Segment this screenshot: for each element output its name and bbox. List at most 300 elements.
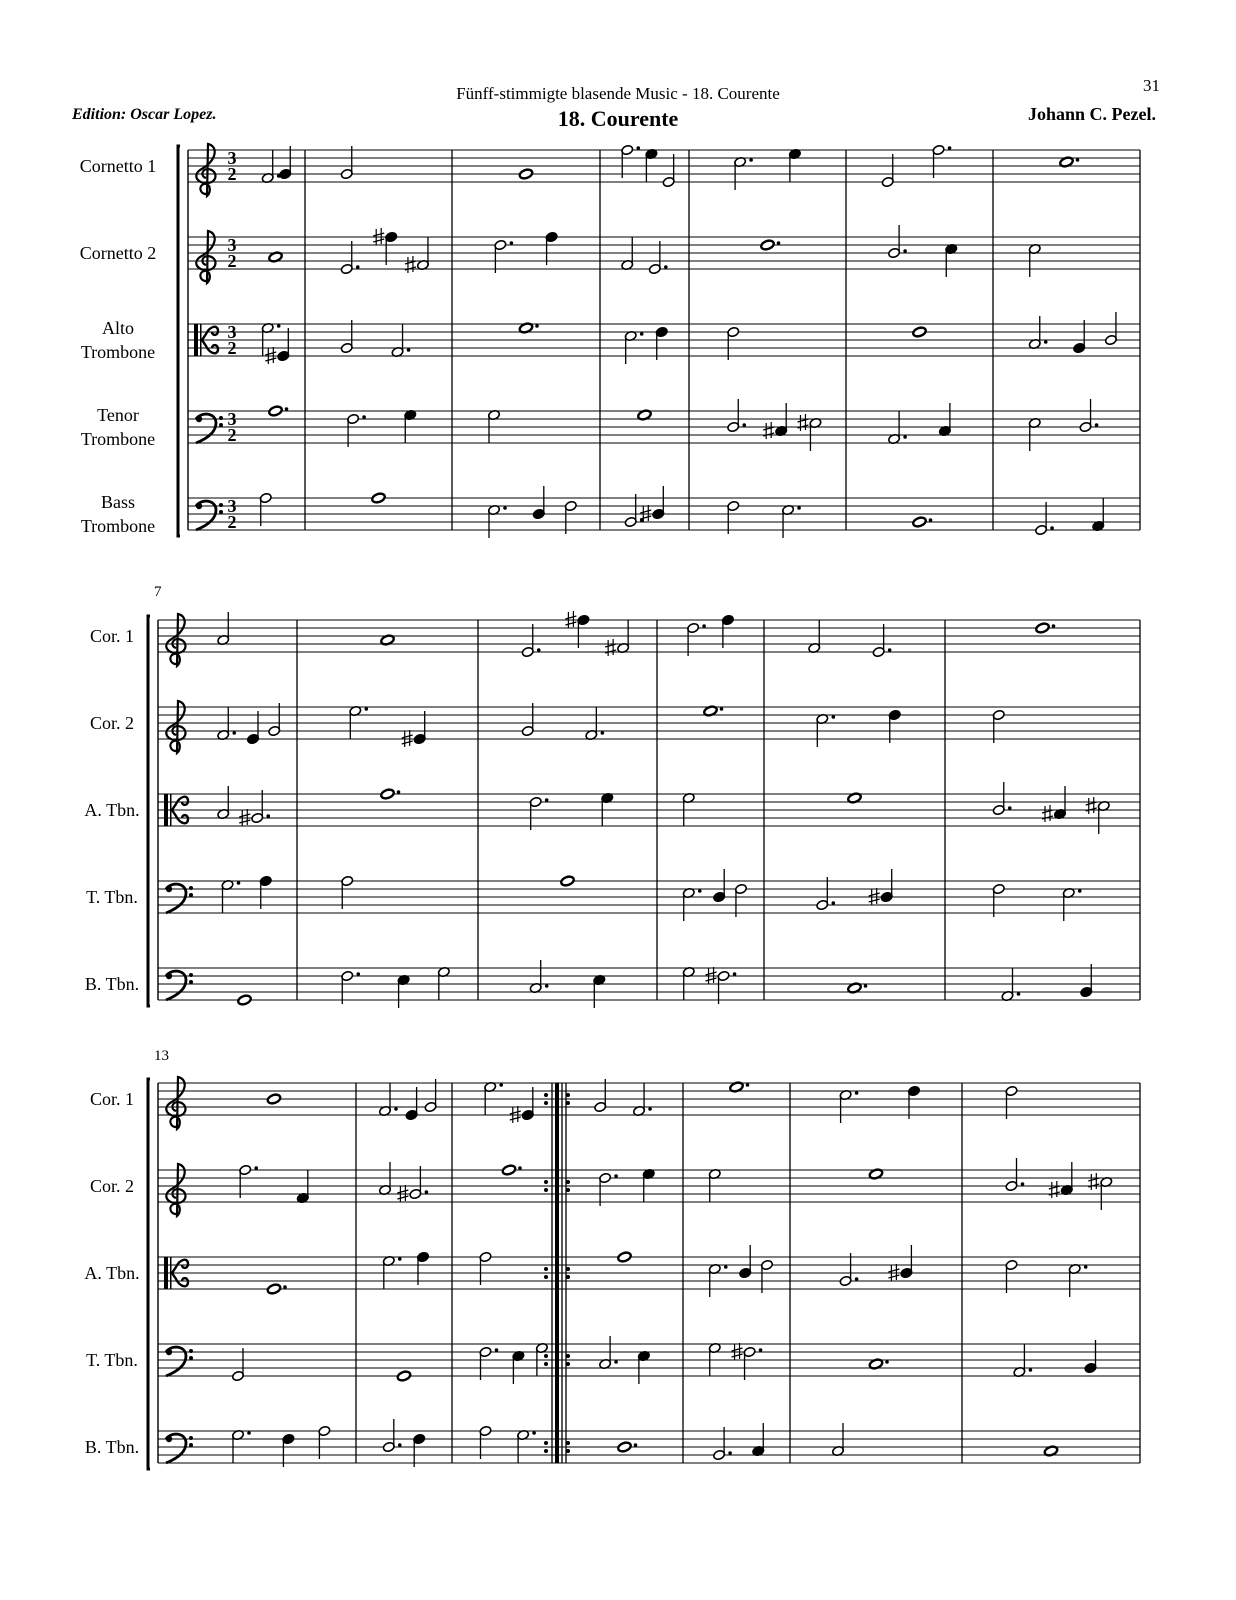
page-number: 31: [1143, 76, 1160, 95]
note: [739, 1245, 752, 1279]
note: [349, 705, 368, 739]
augmentation-dot: [247, 1431, 251, 1435]
staff: [188, 312, 1140, 364]
alto-clef-icon: [164, 1257, 168, 1289]
augmentation-dot: [1084, 1265, 1088, 1269]
time-signature-bottom: 2: [227, 251, 237, 271]
staff: [188, 225, 1140, 283]
note: [682, 966, 695, 1000]
note: [655, 326, 668, 360]
alto-clef-bar: [170, 794, 172, 826]
note: [706, 967, 737, 1004]
repeat-dot: [566, 1449, 570, 1453]
time-signature-top: 3: [227, 235, 237, 255]
note: [648, 241, 667, 275]
note: [908, 1085, 921, 1119]
notehead: [268, 405, 283, 417]
repeat-dot: [566, 1180, 570, 1184]
augmentation-dot: [855, 1091, 859, 1095]
augmentation-dot: [948, 146, 952, 150]
note: [373, 228, 397, 265]
augmentation-dot: [277, 324, 281, 328]
bass-clef-dot: [219, 423, 223, 427]
notehead: [760, 239, 775, 251]
augmentation-dot: [733, 972, 737, 976]
augmentation-dot: [1017, 992, 1021, 996]
augmentation-dot: [532, 1431, 536, 1435]
augmentation-dot: [283, 1285, 287, 1289]
note: [404, 409, 417, 443]
system-2: [84, 584, 1140, 1008]
sharp-icon: [1088, 1173, 1099, 1190]
augmentation-dot: [1076, 158, 1080, 162]
repeat-dot: [544, 1180, 548, 1184]
note: [1028, 316, 1047, 350]
notehead: [617, 1441, 632, 1453]
augmentation-dot: [634, 1443, 638, 1447]
alto-clef-icon: [164, 794, 168, 826]
augmentation-dot: [636, 146, 640, 150]
note: [708, 1342, 721, 1376]
augmentation-dot: [702, 624, 706, 628]
bass-clef-dot: [189, 1443, 193, 1447]
alto-clef-bar: [170, 1257, 172, 1289]
note: [382, 1255, 401, 1289]
note: [217, 786, 230, 820]
note: [564, 500, 577, 534]
note: [239, 790, 270, 826]
augmentation-dot: [648, 1107, 652, 1111]
bass-clef-dot: [189, 1436, 193, 1440]
piece-title: 18. Courente: [557, 106, 679, 131]
note: [479, 1425, 492, 1459]
note: [727, 500, 740, 534]
note: [279, 146, 292, 180]
time-signature-bottom: 2: [227, 512, 237, 532]
augmentation-dot: [797, 506, 801, 510]
note: [560, 875, 575, 887]
bass-clef-dot: [189, 893, 193, 897]
note: [1005, 1259, 1018, 1293]
instrument-label: Cor. 1: [89, 626, 135, 646]
note: [1042, 786, 1066, 822]
augmentation-dot: [397, 790, 401, 794]
note: [479, 1251, 492, 1285]
note: [1013, 1344, 1032, 1378]
note: [247, 711, 260, 745]
augmentation-dot: [545, 798, 549, 802]
note: [601, 792, 614, 826]
note: [282, 1433, 295, 1467]
augmentation-dot: [365, 707, 369, 711]
augmentation-dot: [1050, 526, 1054, 530]
note: [1035, 502, 1054, 536]
repeat-dot: [544, 1093, 548, 1097]
note: [318, 1425, 331, 1459]
instrument-label: T. Tbn.: [86, 887, 138, 907]
note: [217, 612, 230, 646]
repeat-dot: [544, 1362, 548, 1366]
note: [593, 974, 606, 1008]
staff: [158, 611, 1140, 666]
note: [642, 1168, 655, 1202]
augmentation-dot: [362, 415, 366, 419]
augmentation-dot: [903, 435, 907, 439]
note: [945, 243, 958, 277]
note: [594, 1079, 607, 1113]
system-1: [80, 144, 1140, 538]
notehead: [502, 1164, 517, 1176]
repeat-dot: [566, 1275, 570, 1279]
augmentation-dot: [864, 984, 868, 988]
system-bracket: [148, 616, 150, 1006]
note: [341, 875, 354, 909]
note: [624, 330, 643, 364]
note: [832, 1423, 845, 1457]
note: [708, 1263, 727, 1297]
augmentation-dot: [510, 241, 514, 245]
augmentation-dot: [237, 881, 241, 885]
notehead: [267, 1283, 282, 1295]
note: [621, 237, 634, 271]
note: [1062, 887, 1081, 921]
repeat-dot: [566, 1093, 570, 1097]
instrument-label: Cornetto 1: [79, 156, 157, 176]
instrument-label: B. Tbn.: [84, 1437, 140, 1457]
repeat-dot: [566, 1267, 570, 1271]
note: [872, 624, 891, 658]
note: [397, 1370, 412, 1382]
note: [808, 620, 821, 654]
note: [869, 869, 893, 905]
augmentation-dot: [664, 265, 668, 269]
instrument-label: Trombone: [80, 342, 156, 362]
measure-number: 7: [154, 584, 162, 600]
note: [1079, 399, 1098, 433]
note: [938, 403, 951, 437]
instrument-label: Trombone: [80, 429, 156, 449]
note: [488, 409, 501, 443]
augmentation-dot: [1078, 889, 1082, 893]
augmentation-dot: [724, 1265, 728, 1269]
note: [529, 796, 548, 830]
augmentation-dot: [749, 158, 753, 162]
note: [599, 1336, 618, 1370]
augmentation-dot: [535, 324, 539, 328]
note: [912, 326, 927, 338]
note: [605, 620, 629, 656]
note: [397, 1166, 428, 1202]
note: [521, 624, 540, 658]
note: [379, 1083, 398, 1117]
note: [932, 144, 951, 178]
note: [687, 622, 706, 656]
note: [221, 879, 240, 913]
augmentation-dot: [398, 1257, 402, 1261]
augmentation-dot: [832, 901, 836, 905]
notehead: [380, 788, 395, 800]
edition-credit: Edition: Oscar Lopez.: [72, 106, 217, 123]
repeat-dot: [566, 1188, 570, 1192]
note: [816, 877, 835, 911]
note: [839, 1253, 858, 1287]
note: [1005, 1158, 1024, 1192]
sharp-icon: [1086, 797, 1097, 814]
measure-number: 13: [154, 1048, 169, 1064]
note: [1068, 1263, 1087, 1297]
note: [261, 322, 280, 356]
note: [992, 883, 1005, 917]
system-bracket: [148, 1079, 150, 1469]
treble-clef-icon: [196, 231, 215, 283]
time-signature-top: 3: [227, 148, 237, 168]
staff: [158, 960, 1140, 1008]
note: [1084, 1340, 1097, 1374]
note: [788, 148, 801, 182]
note: [797, 414, 821, 451]
augmentation-dot: [614, 1360, 618, 1364]
staff: [158, 1336, 1140, 1384]
note: [397, 974, 410, 1008]
repeat-dot: [566, 1101, 570, 1105]
note: [839, 1089, 858, 1123]
time-signature-bottom: 2: [227, 164, 237, 184]
sharp-icon: [1042, 805, 1053, 822]
system-3: [84, 1048, 1140, 1469]
notehead: [1035, 622, 1050, 634]
note: [237, 994, 252, 1006]
note: [510, 1087, 534, 1123]
staff: [188, 399, 1140, 451]
note: [232, 1429, 251, 1463]
instrument-label: Cor. 2: [89, 713, 135, 733]
note: [532, 486, 545, 520]
augmentation-dot: [1029, 1368, 1033, 1372]
note: [624, 494, 643, 528]
repeat-dot: [566, 1362, 570, 1366]
augmentation-dot: [601, 731, 605, 735]
bass-clef-dot: [166, 973, 172, 979]
staff: [158, 1419, 1140, 1467]
bass-clef-dot: [189, 973, 193, 977]
augmentation-dot: [640, 332, 644, 336]
note: [1028, 417, 1041, 451]
augmentation-dot: [425, 1190, 429, 1194]
note: [521, 703, 534, 737]
note: [727, 326, 740, 360]
notehead: [560, 875, 575, 887]
bass-clef-dot: [219, 510, 223, 514]
staff: [158, 869, 1140, 921]
augmentation-dot: [266, 814, 270, 818]
treble-clef-icon: [166, 1077, 185, 1129]
sharp-icon: [1049, 1181, 1060, 1198]
augmentation-dot: [929, 518, 933, 522]
running-title: Fünff-stimmigte blasende Music - 18. Courente: [456, 84, 780, 103]
sharp-icon: [605, 639, 616, 656]
note: [713, 1427, 732, 1461]
note: [340, 241, 359, 275]
repeat-dot: [544, 1101, 548, 1105]
note: [268, 703, 281, 737]
note: [721, 614, 734, 648]
augmentation-dot: [356, 972, 360, 976]
note: [261, 150, 280, 184]
instrument-label: A. Tbn.: [84, 800, 140, 820]
note: [1080, 964, 1093, 998]
note: [888, 225, 907, 259]
note: [734, 156, 753, 190]
augmentation-dot: [1008, 806, 1012, 810]
note: [259, 492, 272, 526]
time-signature-bottom: 2: [227, 425, 237, 445]
note: [585, 707, 604, 741]
note: [217, 707, 236, 741]
instrument-label: T. Tbn.: [86, 1350, 138, 1370]
staff: [158, 782, 1140, 834]
system-bracket: [178, 146, 180, 536]
note: [437, 966, 450, 1000]
augmentation-dot: [407, 348, 411, 352]
bass-clef-dot: [189, 980, 193, 984]
sharp-icon: [797, 414, 808, 431]
time-signature-bottom: 2: [227, 338, 237, 358]
repeat-dot: [544, 1449, 548, 1453]
augmentation-dot: [1044, 340, 1048, 344]
instrument-label: A. Tbn.: [84, 1263, 140, 1283]
augmentation-dot: [545, 984, 549, 988]
note: [992, 709, 1005, 743]
treble-clef-icon: [196, 144, 215, 196]
note: [727, 399, 746, 433]
note: [405, 237, 429, 273]
treble-clef-icon: [166, 701, 185, 753]
note: [1001, 968, 1020, 1002]
augmentation-dot: [746, 1083, 750, 1087]
note: [888, 411, 907, 445]
augmentation-dot: [394, 1107, 398, 1111]
augmentation-dot: [285, 407, 289, 411]
note: [682, 792, 695, 826]
augmentation-dot: [728, 1451, 732, 1455]
note: [732, 1343, 763, 1380]
augmentation-dot: [537, 648, 541, 652]
notehead: [617, 1251, 632, 1263]
note: [888, 1245, 912, 1281]
note: [265, 328, 289, 364]
augmentation-dot: [742, 423, 746, 427]
instrument-label: Tenor: [97, 405, 139, 425]
note: [708, 1168, 721, 1202]
treble-clef-icon: [166, 1164, 185, 1216]
time-signature-top: 3: [227, 409, 237, 429]
augmentation-dot: [1052, 624, 1056, 628]
augmentation-dot: [1021, 1182, 1025, 1186]
bass-clef-dot: [166, 1436, 172, 1442]
bass-clef-dot: [219, 503, 223, 507]
note: [599, 1172, 618, 1206]
note: [413, 1433, 426, 1467]
notehead: [912, 326, 927, 338]
note: [645, 148, 658, 182]
note: [402, 711, 426, 747]
notehead: [519, 168, 534, 180]
note: [565, 611, 589, 648]
note: [232, 1348, 245, 1382]
note: [379, 1162, 392, 1196]
bass-clef-dot: [196, 503, 202, 509]
repeat-dot: [544, 1267, 548, 1271]
note: [735, 883, 748, 917]
note: [761, 1259, 774, 1293]
note: [763, 403, 787, 439]
augmentation-dot: [1095, 423, 1099, 427]
augmentation-dot: [698, 889, 702, 893]
note: [888, 709, 901, 743]
note: [519, 168, 534, 180]
note: [1005, 1085, 1018, 1119]
note: [259, 875, 272, 909]
time-signature-top: 3: [227, 322, 237, 342]
note: [1088, 1173, 1112, 1210]
repeat-dot: [544, 1354, 548, 1358]
repeat-dot: [566, 1354, 570, 1358]
note: [484, 1081, 503, 1115]
note: [517, 1429, 536, 1463]
note: [341, 970, 360, 1004]
note: [340, 146, 353, 180]
instrument-label: B. Tbn.: [84, 974, 140, 994]
augmentation-dot: [495, 1348, 499, 1352]
instrument-label: Cor. 2: [89, 1176, 135, 1196]
note: [391, 324, 410, 358]
staff: [188, 144, 1140, 196]
note: [1028, 243, 1041, 277]
note: [881, 154, 894, 188]
augmentation-dot: [503, 506, 507, 510]
composer-name: Johann C. Pezel.: [1028, 104, 1156, 124]
note: [488, 504, 507, 538]
augmentation-dot: [518, 1166, 522, 1170]
note: [424, 1079, 437, 1113]
repeat-dot: [544, 1441, 548, 1445]
note: [529, 960, 548, 994]
augmentation-dot: [232, 731, 236, 735]
repeat-dot: [544, 1275, 548, 1279]
bass-clef-dot: [189, 886, 193, 890]
notehead: [237, 994, 252, 1006]
instrument-label: Cornetto 2: [79, 243, 157, 263]
notehead: [397, 1370, 412, 1382]
staff: [158, 1245, 1140, 1297]
note: [512, 1350, 525, 1384]
instrument-label: Cor. 1: [89, 1089, 135, 1109]
note: [682, 887, 701, 921]
note: [1073, 320, 1086, 354]
bass-clef-dot: [189, 1349, 193, 1353]
sharp-icon: [763, 422, 774, 439]
time-signature-top: 3: [227, 496, 237, 516]
alto-clef-icon: [194, 324, 198, 356]
note: [535, 1342, 548, 1376]
note: [479, 1346, 498, 1380]
note: [405, 1087, 418, 1121]
notehead: [267, 1093, 282, 1105]
note: [782, 504, 801, 538]
note: [239, 1164, 258, 1198]
bass-clef-dot: [166, 886, 172, 892]
note: [371, 492, 386, 504]
